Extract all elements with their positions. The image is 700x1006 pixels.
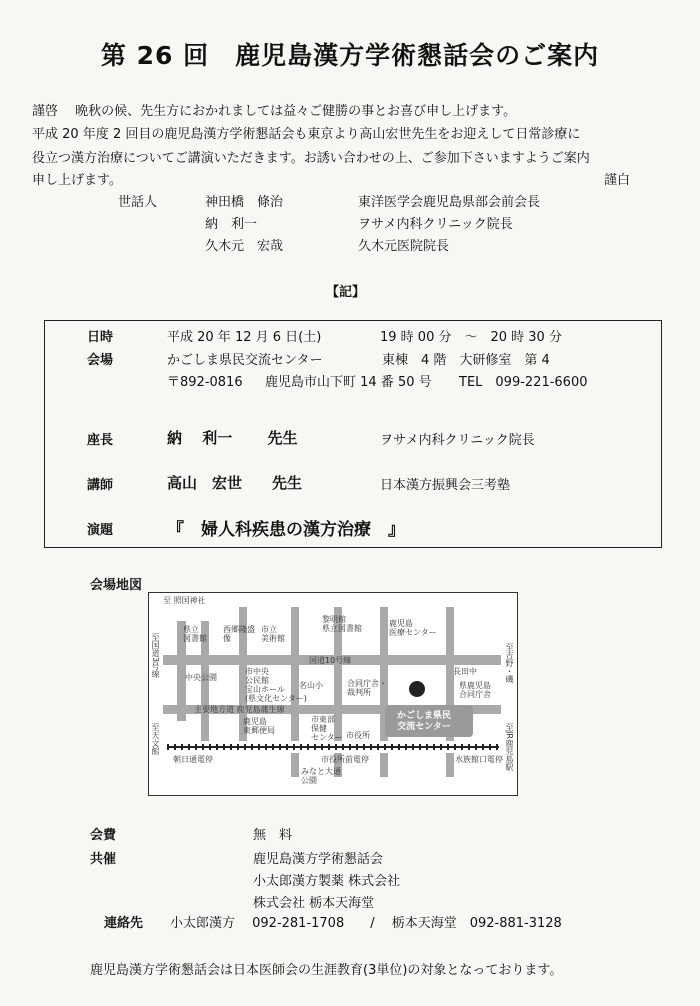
date-label: 日時 xyxy=(87,330,114,345)
venue-name: かごしま県民交流センター xyxy=(167,353,323,368)
speaker-affiliation: 日本漢方振興会三考塾 xyxy=(380,478,511,493)
contact-label: 連絡先 xyxy=(104,916,144,931)
date-value: 平成 20 年 12 月 6 日(土) xyxy=(167,330,322,345)
map-label-library: 県立 図書館 xyxy=(183,625,207,643)
venue-label: 会場 xyxy=(87,353,114,368)
organizer-title: ヲサメ内科クリニック院長 xyxy=(358,217,513,232)
fee-label: 会費 xyxy=(90,828,117,843)
map-label-museum: 西郷隆盛 像 xyxy=(223,625,255,643)
intro-line-4: 申し上げます。 xyxy=(32,173,122,188)
chair-name: 納 利一 先生 xyxy=(167,429,298,447)
map-label-venue: かごしま県民 交流センター xyxy=(397,711,452,732)
map-label-cityhall-stop: 市役所前電停 xyxy=(321,755,369,764)
map-label-joint-bldg: 合同庁舎・ 裁判所 xyxy=(347,679,387,697)
map-label-shrine: 至 照国神社 xyxy=(163,596,206,605)
sponsor-item: 小太郎漢方製薬 株式会社 xyxy=(253,874,401,889)
sponsor-item: 株式会社 栃本天海堂 xyxy=(253,896,375,911)
map-label-city-hall: 市役所 xyxy=(346,731,370,740)
map-label-hall: 宝山ホール (県文化センター) xyxy=(245,685,307,703)
footer-note: 鹿児島漢方学術懇話会は日本医師会の生涯教育(3単位)の対象となっております。 xyxy=(90,963,563,978)
intro-closing: 謹白 xyxy=(604,173,631,188)
map-label-medcenter: 鹿児島 医療センター xyxy=(389,619,437,637)
fee-value: 無 料 xyxy=(253,828,293,843)
telephone: TEL 099-221-6600 xyxy=(459,375,588,390)
map-label-health-center: 市東部 保健 センター xyxy=(311,715,343,742)
address: 鹿児島市山下町 14 番 50 号 xyxy=(265,375,432,390)
map-label-artmuseum: 市立 美術館 xyxy=(261,625,285,643)
organizer-name: 久木元 宏哉 xyxy=(205,239,284,254)
map-label-reimeikan: 黎明館 県立図書館 xyxy=(322,615,362,633)
map-label-tenmonkan: 至天文館 xyxy=(151,723,160,755)
intro-line-1: 謹啓 晩秋の候、先生方におかれましては益々ご健勝の事とお喜び申し上げます。 xyxy=(32,104,517,119)
speaker-label: 講師 xyxy=(87,478,114,493)
map-label-chuo-park: 中央公園 xyxy=(185,673,217,682)
map-label-asahi: 朝日通電停 xyxy=(173,755,213,764)
map-label-yoshino: 至吉野・磯 xyxy=(505,643,514,683)
organizers-label: 世話人 xyxy=(118,195,158,210)
map-label-jr-station: 至JR鹿児島駅 xyxy=(505,723,514,771)
intro-line-3: 役立つ漢方治療についてご講演いただきます。お誘い合わせの上、ご参加下さいますようご案内 xyxy=(32,151,590,166)
sponsor-item: 鹿児島漢方学術懇話会 xyxy=(253,852,384,867)
map-label-pref-office: 県鹿児島 合同庁舎 xyxy=(459,681,491,699)
map-label-main-road: 主要地方道 鹿児島蒲生線 xyxy=(194,705,285,714)
topic-label: 演題 xyxy=(87,523,114,538)
page-title: 第 26 回 鹿児島漢方学術懇話会のご案内 xyxy=(100,41,600,70)
topic-value: 『 婦人科疾患の漢方治療 』 xyxy=(167,520,405,540)
intro-line-2: 平成 20 年度 2 回目の鹿児島漢方学術懇話会も東京より高山宏世先生をお迎えして日常診療に xyxy=(32,127,581,142)
organizer-name: 神田橋 條治 xyxy=(205,195,284,210)
map-label: 会場地図 xyxy=(90,578,143,593)
ki-heading: 【記】 xyxy=(326,285,366,300)
time-value: 19 時 00 分 ～ 20 時 30 分 xyxy=(380,330,562,345)
postal-code: 〒892-0816 xyxy=(167,375,243,390)
event-details-box xyxy=(44,320,662,548)
organizer-name: 納 利一 xyxy=(205,217,258,232)
chair-affiliation: ヲサメ内科クリニック院長 xyxy=(380,433,535,448)
venue-map xyxy=(148,592,518,796)
venue-room: 東棟 4 階 大研修室 第 4 xyxy=(382,353,550,368)
map-label-route3: 至国道3号線 xyxy=(151,633,160,679)
organizer-title: 東洋医学会鹿児島県部会前会長 xyxy=(358,195,541,210)
sponsors-label: 共催 xyxy=(90,852,117,867)
contact-text: 小太郎漢方 092-281-1708 / 栃本天海堂 092-881-3128 xyxy=(170,916,562,931)
organizer-title: 久木元医院院長 xyxy=(358,239,450,254)
speaker-name: 高山 宏世 先生 xyxy=(167,474,303,492)
map-label-route10: 国道10号線 xyxy=(309,656,352,665)
map-label-minato: みなと大通 公園 xyxy=(301,767,341,785)
map-label-nagatanaka: 長田中 xyxy=(453,667,477,676)
map-label-meizan: 名山小 xyxy=(299,681,323,690)
map-label-post-office: 鹿児島 東郵便局 xyxy=(243,717,275,735)
chair-label: 座長 xyxy=(87,433,114,448)
map-label-suijo: 水族館口電停 xyxy=(455,755,503,764)
map-label-public-hall: 市中央 公民館 xyxy=(245,667,269,685)
